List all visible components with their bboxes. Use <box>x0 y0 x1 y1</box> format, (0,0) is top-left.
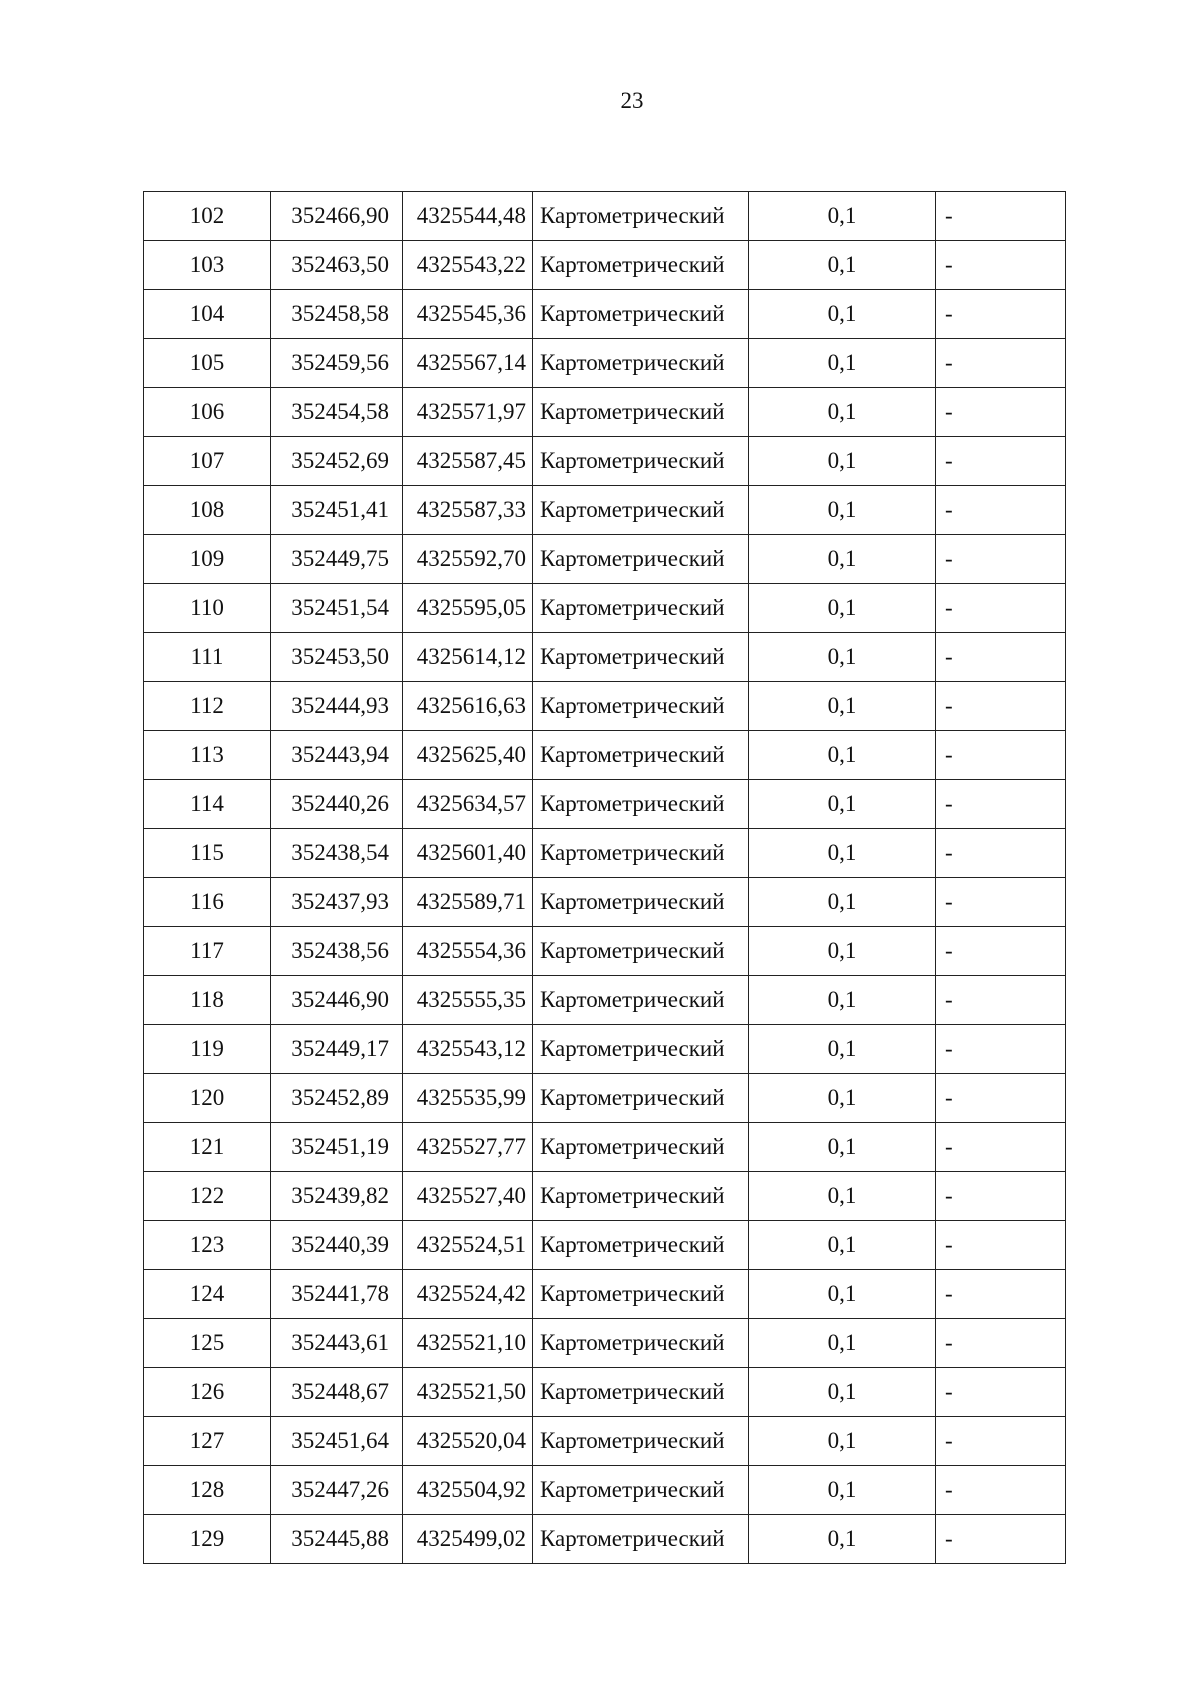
x-coordinate-cell: 352437,93 <box>271 878 403 927</box>
note-cell: - <box>936 878 1066 927</box>
y-coordinate-cell: 4325601,40 <box>403 829 533 878</box>
x-coordinate-cell: 352451,64 <box>271 1417 403 1466</box>
y-coordinate-cell: 4325544,48 <box>403 192 533 241</box>
accuracy-cell: 0,1 <box>749 437 936 486</box>
page-number: 23 <box>620 88 644 113</box>
method-cell: Картометрический <box>533 437 749 486</box>
method-cell: Картометрический <box>533 1123 749 1172</box>
table-row <box>144 1172 1066 1221</box>
method-cell: Картометрический <box>533 486 749 535</box>
x-coordinate-cell: 352443,94 <box>271 731 403 780</box>
method-cell: Картометрический <box>533 584 749 633</box>
note-cell: - <box>936 976 1066 1025</box>
y-coordinate-cell: 4325616,63 <box>403 682 533 731</box>
accuracy-cell: 0,1 <box>749 584 936 633</box>
point-number-cell: 108 <box>144 486 271 535</box>
y-coordinate-cell: 4325504,92 <box>403 1466 533 1515</box>
y-coordinate-cell: 4325595,05 <box>403 584 533 633</box>
method-cell: Картометрический <box>533 1270 749 1319</box>
x-coordinate-cell: 352441,78 <box>271 1270 403 1319</box>
x-coordinate-cell: 352451,41 <box>271 486 403 535</box>
method-cell: Картометрический <box>533 682 749 731</box>
accuracy-cell: 0,1 <box>749 1515 936 1564</box>
table-row <box>144 584 1066 633</box>
note-cell: - <box>936 241 1066 290</box>
point-number-cell: 107 <box>144 437 271 486</box>
point-number-cell: 129 <box>144 1515 271 1564</box>
point-number-cell: 121 <box>144 1123 271 1172</box>
point-number-cell: 114 <box>144 780 271 829</box>
point-number-cell: 104 <box>144 290 271 339</box>
accuracy-cell: 0,1 <box>749 1172 936 1221</box>
note-cell: - <box>936 192 1066 241</box>
accuracy-cell: 0,1 <box>749 339 936 388</box>
point-number-cell: 124 <box>144 1270 271 1319</box>
table-row <box>144 1466 1066 1515</box>
note-cell: - <box>936 584 1066 633</box>
note-cell: - <box>936 1025 1066 1074</box>
table-row <box>144 486 1066 535</box>
method-cell: Картометрический <box>533 241 749 290</box>
y-coordinate-cell: 4325499,02 <box>403 1515 533 1564</box>
table-row <box>144 339 1066 388</box>
y-coordinate-cell: 4325554,36 <box>403 927 533 976</box>
point-number-cell: 111 <box>144 633 271 682</box>
accuracy-cell: 0,1 <box>749 682 936 731</box>
accuracy-cell: 0,1 <box>749 1417 936 1466</box>
x-coordinate-cell: 352444,93 <box>271 682 403 731</box>
y-coordinate-cell: 4325587,45 <box>403 437 533 486</box>
point-number-cell: 115 <box>144 829 271 878</box>
x-coordinate-cell: 352438,56 <box>271 927 403 976</box>
accuracy-cell: 0,1 <box>749 1319 936 1368</box>
x-coordinate-cell: 352447,26 <box>271 1466 403 1515</box>
x-coordinate-cell: 352449,75 <box>271 535 403 584</box>
note-cell: - <box>936 1466 1066 1515</box>
accuracy-cell: 0,1 <box>749 1466 936 1515</box>
method-cell: Картометрический <box>533 1417 749 1466</box>
accuracy-cell: 0,1 <box>749 290 936 339</box>
method-cell: Картометрический <box>533 878 749 927</box>
point-number-cell: 116 <box>144 878 271 927</box>
point-number-cell: 120 <box>144 1074 271 1123</box>
x-coordinate-cell: 352452,69 <box>271 437 403 486</box>
method-cell: Картометрический <box>533 1025 749 1074</box>
x-coordinate-cell: 352453,50 <box>271 633 403 682</box>
note-cell: - <box>936 388 1066 437</box>
accuracy-cell: 0,1 <box>749 633 936 682</box>
y-coordinate-cell: 4325592,70 <box>403 535 533 584</box>
x-coordinate-cell: 352446,90 <box>271 976 403 1025</box>
x-coordinate-cell: 352458,58 <box>271 290 403 339</box>
x-coordinate-cell: 352459,56 <box>271 339 403 388</box>
note-cell: - <box>936 731 1066 780</box>
accuracy-cell: 0,1 <box>749 731 936 780</box>
table-row <box>144 1368 1066 1417</box>
table-row <box>144 927 1066 976</box>
point-number-cell: 126 <box>144 1368 271 1417</box>
accuracy-cell: 0,1 <box>749 927 936 976</box>
point-number-cell: 128 <box>144 1466 271 1515</box>
table-row <box>144 682 1066 731</box>
table-body <box>144 192 1066 1564</box>
table-row <box>144 1270 1066 1319</box>
x-coordinate-cell: 352448,67 <box>271 1368 403 1417</box>
note-cell: - <box>936 1368 1066 1417</box>
method-cell: Картометрический <box>533 1515 749 1564</box>
y-coordinate-cell: 4325527,77 <box>403 1123 533 1172</box>
note-cell: - <box>936 486 1066 535</box>
note-cell: - <box>936 829 1066 878</box>
accuracy-cell: 0,1 <box>749 241 936 290</box>
point-number-cell: 118 <box>144 976 271 1025</box>
note-cell: - <box>936 437 1066 486</box>
x-coordinate-cell: 352451,19 <box>271 1123 403 1172</box>
x-coordinate-cell: 352463,50 <box>271 241 403 290</box>
y-coordinate-cell: 4325524,42 <box>403 1270 533 1319</box>
accuracy-cell: 0,1 <box>749 976 936 1025</box>
note-cell: - <box>936 927 1066 976</box>
accuracy-cell: 0,1 <box>749 388 936 437</box>
table-row <box>144 1074 1066 1123</box>
method-cell: Картометрический <box>533 339 749 388</box>
accuracy-cell: 0,1 <box>749 535 936 584</box>
x-coordinate-cell: 352439,82 <box>271 1172 403 1221</box>
x-coordinate-cell: 352451,54 <box>271 584 403 633</box>
point-number-cell: 122 <box>144 1172 271 1221</box>
method-cell: Картометрический <box>533 927 749 976</box>
method-cell: Картометрический <box>533 388 749 437</box>
y-coordinate-cell: 4325543,12 <box>403 1025 533 1074</box>
x-coordinate-cell: 352466,90 <box>271 192 403 241</box>
method-cell: Картометрический <box>533 1319 749 1368</box>
note-cell: - <box>936 780 1066 829</box>
method-cell: Картометрический <box>533 192 749 241</box>
point-number-cell: 103 <box>144 241 271 290</box>
accuracy-cell: 0,1 <box>749 829 936 878</box>
note-cell: - <box>936 1074 1066 1123</box>
table-row <box>144 780 1066 829</box>
table-row <box>144 1319 1066 1368</box>
y-coordinate-cell: 4325524,51 <box>403 1221 533 1270</box>
method-cell: Картометрический <box>533 633 749 682</box>
point-number-cell: 117 <box>144 927 271 976</box>
y-coordinate-cell: 4325567,14 <box>403 339 533 388</box>
note-cell: - <box>936 1417 1066 1466</box>
note-cell: - <box>936 1515 1066 1564</box>
point-number-cell: 113 <box>144 731 271 780</box>
accuracy-cell: 0,1 <box>749 486 936 535</box>
method-cell: Картометрический <box>533 1368 749 1417</box>
table-row <box>144 1221 1066 1270</box>
y-coordinate-cell: 4325587,33 <box>403 486 533 535</box>
table-row <box>144 1123 1066 1172</box>
x-coordinate-cell: 352449,17 <box>271 1025 403 1074</box>
method-cell: Картометрический <box>533 731 749 780</box>
method-cell: Картометрический <box>533 535 749 584</box>
table-row <box>144 731 1066 780</box>
table-row <box>144 1025 1066 1074</box>
y-coordinate-cell: 4325520,04 <box>403 1417 533 1466</box>
table-row <box>144 535 1066 584</box>
table-row <box>144 1417 1066 1466</box>
point-number-cell: 105 <box>144 339 271 388</box>
point-number-cell: 102 <box>144 192 271 241</box>
accuracy-cell: 0,1 <box>749 1221 936 1270</box>
point-number-cell: 123 <box>144 1221 271 1270</box>
point-number-cell: 112 <box>144 682 271 731</box>
y-coordinate-cell: 4325555,35 <box>403 976 533 1025</box>
method-cell: Картометрический <box>533 1074 749 1123</box>
note-cell: - <box>936 682 1066 731</box>
table-row <box>144 437 1066 486</box>
y-coordinate-cell: 4325527,40 <box>403 1172 533 1221</box>
point-number-cell: 109 <box>144 535 271 584</box>
table-row <box>144 878 1066 927</box>
x-coordinate-cell: 352443,61 <box>271 1319 403 1368</box>
point-number-cell: 119 <box>144 1025 271 1074</box>
method-cell: Картометрический <box>533 829 749 878</box>
y-coordinate-cell: 4325571,97 <box>403 388 533 437</box>
y-coordinate-cell: 4325535,99 <box>403 1074 533 1123</box>
accuracy-cell: 0,1 <box>749 1270 936 1319</box>
method-cell: Картометрический <box>533 1172 749 1221</box>
table-row <box>144 829 1066 878</box>
accuracy-cell: 0,1 <box>749 1074 936 1123</box>
table-row <box>144 633 1066 682</box>
point-number-cell: 125 <box>144 1319 271 1368</box>
x-coordinate-cell: 352438,54 <box>271 829 403 878</box>
table-row <box>144 290 1066 339</box>
note-cell: - <box>936 339 1066 388</box>
y-coordinate-cell: 4325545,36 <box>403 290 533 339</box>
method-cell: Картометрический <box>533 976 749 1025</box>
table-row <box>144 388 1066 437</box>
point-number-cell: 110 <box>144 584 271 633</box>
accuracy-cell: 0,1 <box>749 1123 936 1172</box>
table-row <box>144 1515 1066 1564</box>
y-coordinate-cell: 4325589,71 <box>403 878 533 927</box>
y-coordinate-cell: 4325625,40 <box>403 731 533 780</box>
accuracy-cell: 0,1 <box>749 1025 936 1074</box>
note-cell: - <box>936 633 1066 682</box>
table-row <box>144 976 1066 1025</box>
note-cell: - <box>936 1270 1066 1319</box>
x-coordinate-cell: 352452,89 <box>271 1074 403 1123</box>
coordinates-table <box>143 191 1066 1564</box>
point-number-cell: 106 <box>144 388 271 437</box>
point-number-cell: 127 <box>144 1417 271 1466</box>
note-cell: - <box>936 1123 1066 1172</box>
y-coordinate-cell: 4325543,22 <box>403 241 533 290</box>
note-cell: - <box>936 1221 1066 1270</box>
table-row <box>144 192 1066 241</box>
note-cell: - <box>936 290 1066 339</box>
x-coordinate-cell: 352454,58 <box>271 388 403 437</box>
note-cell: - <box>936 535 1066 584</box>
method-cell: Картометрический <box>533 1466 749 1515</box>
accuracy-cell: 0,1 <box>749 192 936 241</box>
y-coordinate-cell: 4325521,10 <box>403 1319 533 1368</box>
note-cell: - <box>936 1319 1066 1368</box>
x-coordinate-cell: 352440,39 <box>271 1221 403 1270</box>
x-coordinate-cell: 352440,26 <box>271 780 403 829</box>
table-row <box>144 241 1066 290</box>
y-coordinate-cell: 4325634,57 <box>403 780 533 829</box>
x-coordinate-cell: 352445,88 <box>271 1515 403 1564</box>
method-cell: Картометрический <box>533 1221 749 1270</box>
y-coordinate-cell: 4325521,50 <box>403 1368 533 1417</box>
note-cell: - <box>936 1172 1066 1221</box>
accuracy-cell: 0,1 <box>749 780 936 829</box>
method-cell: Картометрический <box>533 780 749 829</box>
accuracy-cell: 0,1 <box>749 1368 936 1417</box>
method-cell: Картометрический <box>533 290 749 339</box>
y-coordinate-cell: 4325614,12 <box>403 633 533 682</box>
accuracy-cell: 0,1 <box>749 878 936 927</box>
